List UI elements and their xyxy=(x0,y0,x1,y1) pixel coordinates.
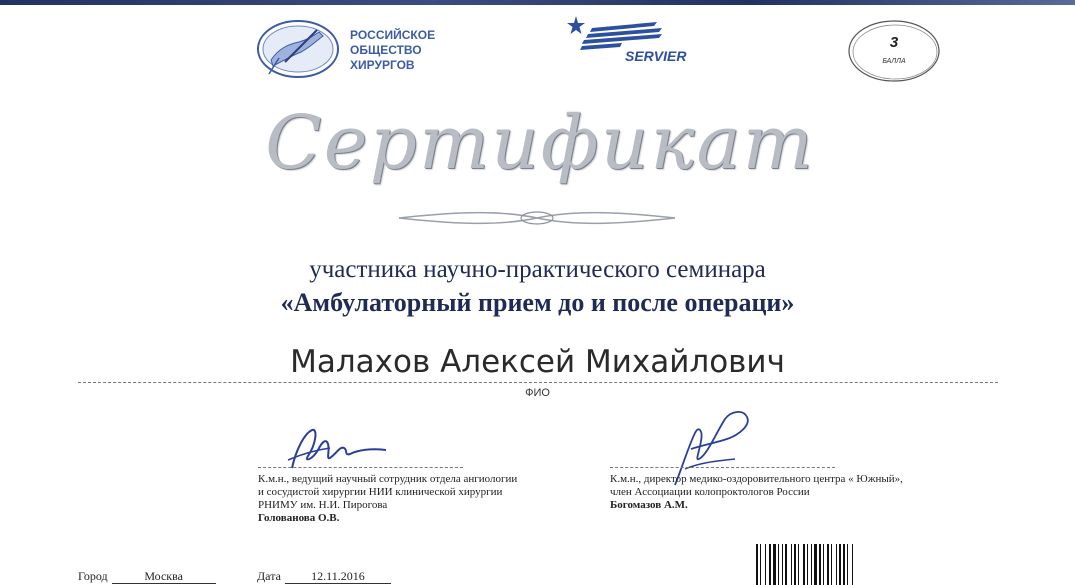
date-value: 12.11.2016 xyxy=(285,570,391,584)
recipient-name-line xyxy=(78,382,998,383)
score-value: 3 xyxy=(889,34,899,51)
signature-line-right xyxy=(610,467,835,468)
score-unit: БАЛЛА xyxy=(882,58,906,65)
certificate-title: Сертификат xyxy=(265,100,815,186)
date-label: Дата xyxy=(257,569,281,583)
rso-logo xyxy=(255,18,445,80)
signatory-right xyxy=(610,473,970,512)
seminar-description: участника научно-практического семинара xyxy=(309,256,766,283)
servier-logo xyxy=(562,14,702,66)
rso-name-line-1: РОССИЙСКОЕ xyxy=(350,28,436,42)
recipient-name-caption: ФИО xyxy=(525,387,550,399)
seal-ring xyxy=(846,18,942,84)
signatory-left-name: Голованова О.В. xyxy=(258,512,340,524)
score-seal xyxy=(846,18,942,84)
city-field xyxy=(78,569,216,584)
rso-name xyxy=(350,28,435,73)
signatory-left-title-2: и сосудистой хирургии НИИ клинической хирургии xyxy=(258,486,503,498)
recipient-name: Малахов Алексей Михайлович xyxy=(290,344,785,380)
date-field xyxy=(257,569,391,584)
city-value: Москва xyxy=(112,570,216,584)
seminar-title: «Амбулаторный прием до и после операци» xyxy=(280,288,795,317)
city-label: Город xyxy=(78,569,108,583)
top-decorative-band xyxy=(0,0,1075,5)
signatory-left xyxy=(258,473,598,525)
hand-with-pen-emblem xyxy=(255,18,341,80)
signatory-right-title-1: К.м.н., директор медико-оздоровительного центра « Южный», xyxy=(610,473,903,485)
barcode xyxy=(755,544,903,585)
title-ornament xyxy=(395,203,679,233)
signatory-right-title-2: член Ассоциации колопроктологов России xyxy=(610,486,810,498)
signatory-left-title-1: К.м.н., ведущий научный сотрудник отдела ангиологии xyxy=(258,473,518,485)
signatory-right-name: Богомазов А.М. xyxy=(610,499,688,511)
rso-name-line-2: ОБЩЕСТВО xyxy=(350,43,422,57)
servier-name: SERVIER xyxy=(625,48,687,64)
signatory-left-title-3: РНИМУ им. Н.И. Пирогова xyxy=(258,499,388,511)
signature-line-left xyxy=(258,467,463,468)
rso-name-line-3: ХИРУРГОВ xyxy=(350,58,415,72)
